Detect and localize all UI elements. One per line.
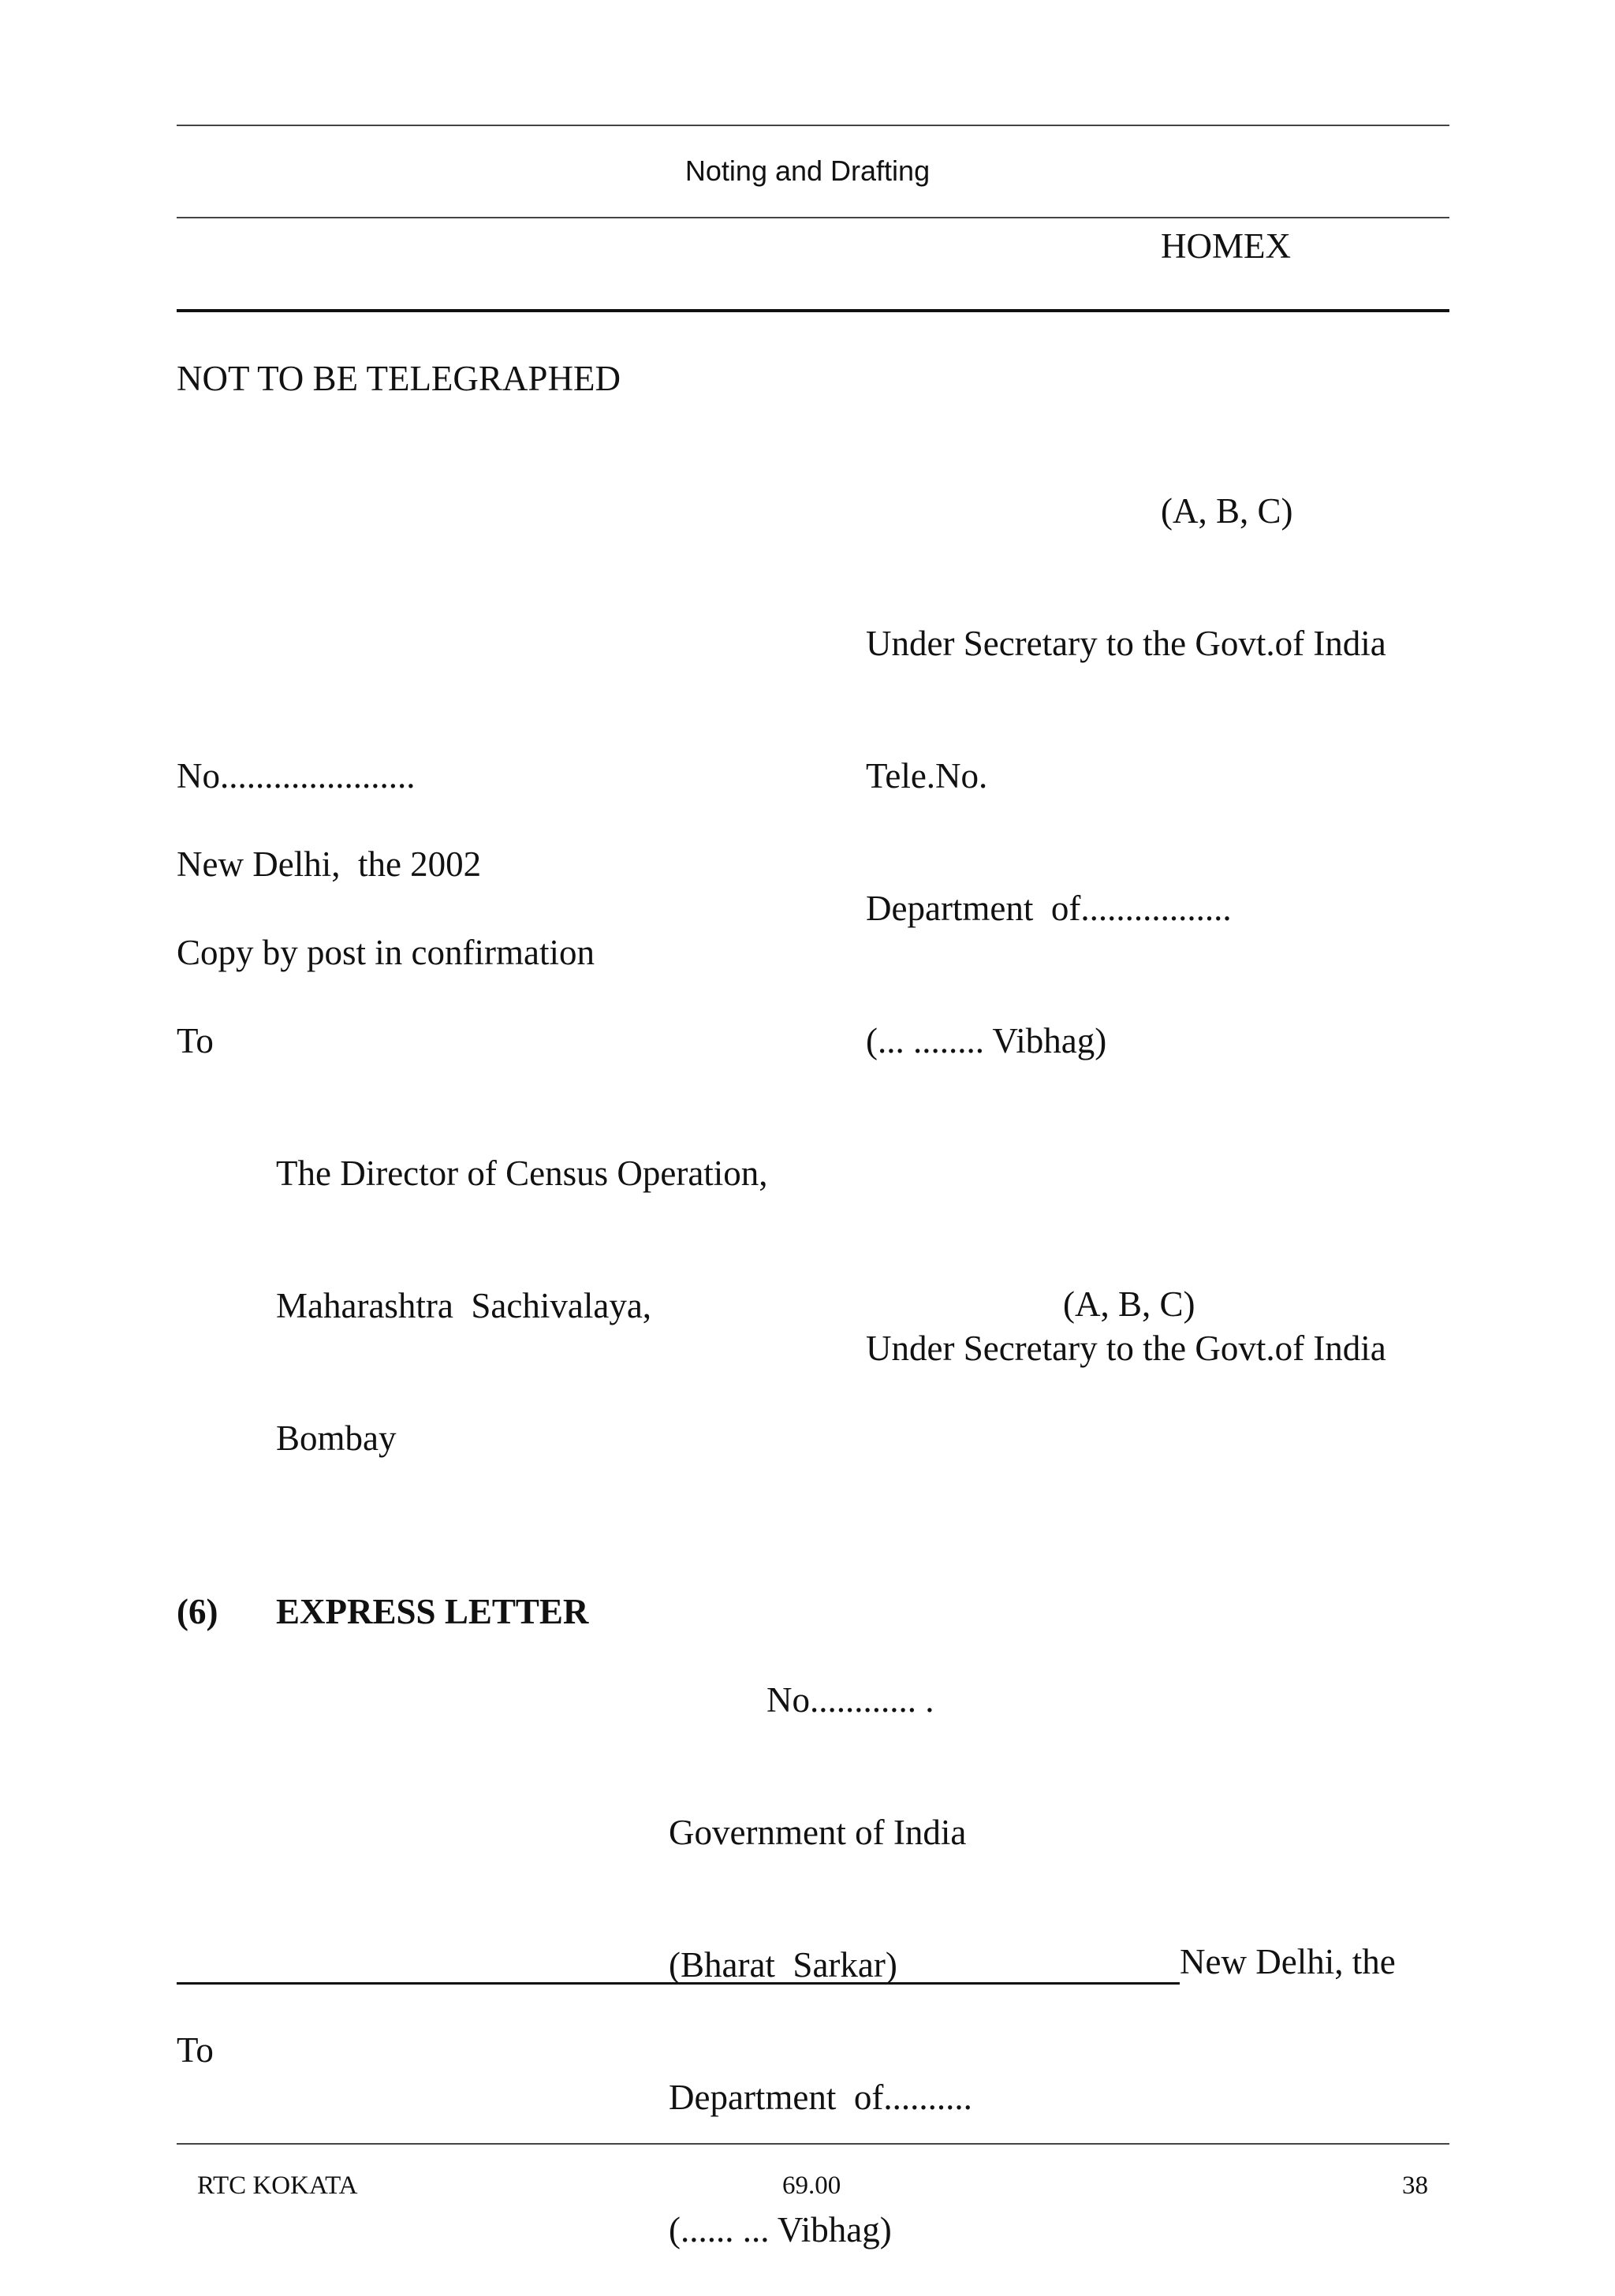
not-to-be-telegraphed: NOT TO BE TELEGRAPHED bbox=[177, 359, 621, 398]
express-date-line: New Delhi, the bbox=[1180, 1942, 1396, 1981]
running-header: Noting and Drafting bbox=[684, 155, 931, 187]
copy-line: Copy by post in confirmation bbox=[177, 933, 595, 972]
footer-rule bbox=[177, 2143, 1449, 2145]
signatory-line: (... ........ Vibhag) bbox=[866, 1021, 1107, 1060]
express-to-label: To bbox=[177, 2030, 214, 2070]
footer-center: 69.00 bbox=[782, 2171, 841, 2200]
page-number: 38 bbox=[1402, 2171, 1428, 2200]
express-reference-number: No............ . bbox=[766, 1680, 934, 1720]
signatory-line: Tele.No. bbox=[866, 756, 988, 796]
signatory-initials: (A, B, C) bbox=[1161, 491, 1293, 531]
signature-title: Under Secretary to the Govt.of India bbox=[866, 1329, 1386, 1368]
address-line: The Director of Census Operation, bbox=[276, 1154, 768, 1193]
signatory-line: Under Secretary to the Govt.of India bbox=[866, 624, 1386, 663]
section-heading: EXPRESS LETTER bbox=[276, 1592, 589, 1631]
date-underline bbox=[177, 1982, 1180, 1985]
issuer-block bbox=[669, 1722, 972, 2296]
address-block bbox=[276, 1063, 768, 1504]
issuer-line: (...... ... Vibhag) bbox=[669, 2210, 892, 2249]
homex-label: HOMEX bbox=[1161, 226, 1291, 266]
to-label: To bbox=[177, 1021, 214, 1060]
header-rule bbox=[177, 217, 1449, 218]
address-line: Maharashtra Sachivalaya, bbox=[276, 1286, 652, 1325]
address-line: Bombay bbox=[276, 1418, 397, 1458]
issuer-line: Department of.......... bbox=[669, 2078, 972, 2117]
homex-rule bbox=[177, 309, 1449, 312]
issuer-line: (Bharat Sarkar) bbox=[669, 1945, 897, 1985]
signatory-line: Department of................. bbox=[866, 889, 1232, 928]
reference-number: No...................... bbox=[177, 756, 416, 796]
signature-initials: (A, B, C) bbox=[1063, 1284, 1195, 1324]
footer-left: RTC KOKATA bbox=[197, 2171, 358, 2200]
top-rule bbox=[177, 125, 1449, 126]
signatory-block bbox=[866, 533, 1386, 1107]
date-line: New Delhi, the 2002 bbox=[177, 844, 482, 884]
issuer-line: Government of India bbox=[669, 1813, 967, 1852]
section-number: (6) bbox=[177, 1592, 218, 1631]
